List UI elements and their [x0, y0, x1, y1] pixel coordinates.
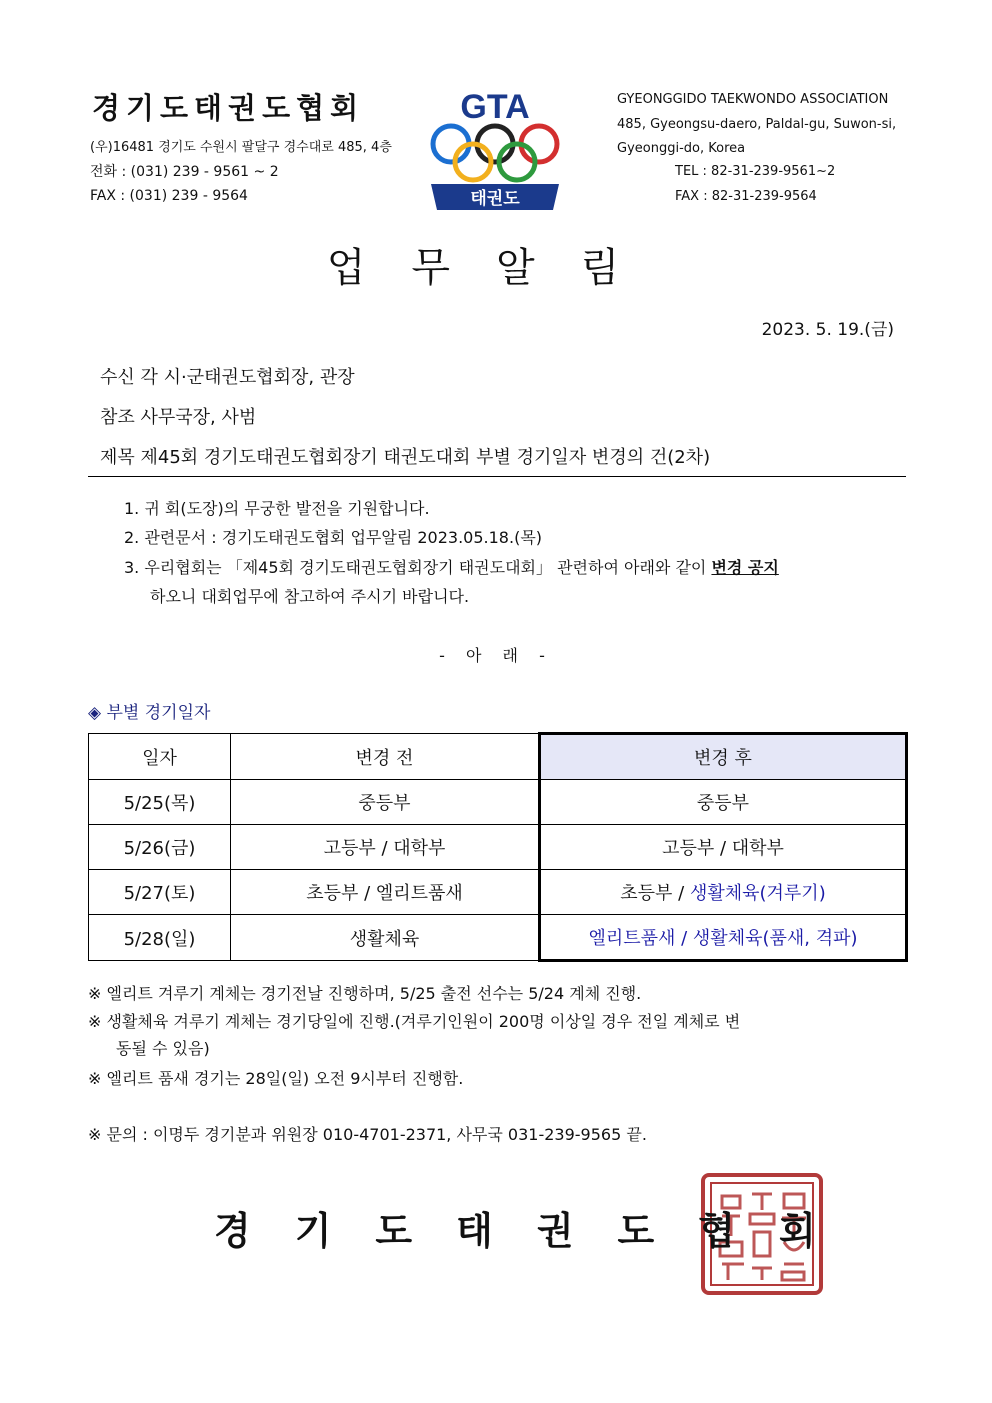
row-after	[540, 870, 907, 915]
org-name-ko: 경기도태권도협회	[92, 91, 365, 125]
logo-band-text: 태권도	[470, 189, 520, 209]
row-before: 중등부	[231, 780, 540, 825]
row-after	[540, 915, 907, 961]
address-en-1: 485, Gyeongsu-daero, Paldal-gu, Suwon-si,	[617, 117, 897, 132]
reference: 참조 사무국장, 사범	[100, 407, 257, 428]
row-after-text: 중등부	[696, 793, 750, 814]
signature: 경기도태권도협회	[214, 1209, 860, 1253]
row-after-text: 초등부 /	[620, 883, 690, 904]
address-en-2: Gyeonggi-do, Korea	[617, 141, 746, 156]
row-before: 고등부 / 대학부	[231, 825, 540, 870]
row-date: 5/25(목)	[89, 780, 231, 825]
section-title: ◈ 부별 경기일자	[88, 703, 211, 723]
body-item-2: 2. 관련문서 : 경기도태권도협회 업무알림 2023.05.18.(목)	[124, 528, 543, 547]
table-row	[89, 915, 907, 961]
note-inquiry: ※ 문의 : 이명두 경기분과 위원장 010-4701-2371, 사무국 031-239-9565 끝.	[88, 1125, 647, 1144]
note-3: ※ 엘리트 품새 경기는 28일(일) 오전 9시부터 진행함.	[88, 1069, 464, 1088]
header-after: 변경 후	[540, 734, 907, 780]
doc-title: 업무알림	[326, 245, 666, 291]
row-after-changed: 엘리트품새 / 생활체육(품새, 격파)	[588, 928, 858, 949]
below-marker: - 아 래 -	[439, 646, 553, 665]
row-before: 초등부 / 엘리트품새	[231, 870, 540, 915]
row-before: 생활체육	[231, 915, 540, 961]
change-notice: 변경 공지	[711, 558, 779, 577]
logo-text: GTA	[460, 88, 530, 126]
row-after-text: 고등부 / 대학부	[662, 838, 784, 859]
row-date: 5/27(토)	[89, 870, 231, 915]
fax-ko: FAX : (031) 239 - 9564	[90, 188, 248, 204]
row-date: 5/26(금)	[89, 825, 231, 870]
table-row	[89, 870, 907, 915]
gta-logo	[425, 86, 565, 212]
row-after	[540, 825, 907, 870]
recipient: 수신 각 시·군태권도협회장, 관장	[100, 367, 355, 388]
body-item-1: 1. 귀 회(도장)의 무궁한 발전을 기원합니다.	[124, 499, 430, 518]
schedule-table	[88, 732, 908, 962]
table-header-row	[89, 734, 907, 780]
note-2: ※ 생활체육 겨루기 계체는 경기당일에 진행.(겨루기인원이 200명 이상일 경우 전일 계체로 변	[88, 1012, 741, 1031]
header-date: 일자	[89, 734, 231, 780]
body-item-3	[124, 555, 779, 578]
body-item-3-text: 3. 우리협회는 「제45회 경기도태권도협회장기 태권도대회」 관련하여 아래와 같이	[124, 558, 712, 577]
tel-en: TEL : 82-31-239-9561~2	[675, 164, 836, 179]
divider	[88, 476, 906, 477]
row-date: 5/28(일)	[89, 915, 231, 961]
fax-en: FAX : 82-31-239-9564	[675, 189, 817, 204]
note-1: ※ 엘리트 겨루기 계체는 경기전날 진행하며, 5/25 출전 선수는 5/24 계체 진행.	[88, 984, 642, 1003]
subject: 제목 제45회 경기도태권도협회장기 태권도대회 부별 경기일자 변경의 건(2차)	[100, 447, 711, 468]
org-name-en: GYEONGGIDO TAEKWONDO ASSOCIATION	[617, 92, 889, 107]
header-before: 변경 전	[231, 734, 540, 780]
note-2-cont: 동될 수 있음)	[116, 1039, 210, 1058]
row-after	[540, 780, 907, 825]
table-row	[89, 780, 907, 825]
phone-ko: 전화 : (031) 239 - 9561 ~ 2	[90, 164, 279, 180]
table-row	[89, 825, 907, 870]
row-after-changed: 생활체육(겨루기)	[689, 883, 826, 904]
doc-date: 2023. 5. 19.(금)	[761, 320, 894, 340]
body-item-3-cont: 하오니 대회업무에 참고하여 주시기 바랍니다.	[150, 587, 470, 606]
address-ko: (우)16481 경기도 수원시 팔달구 경수대로 485, 4층	[90, 140, 392, 155]
